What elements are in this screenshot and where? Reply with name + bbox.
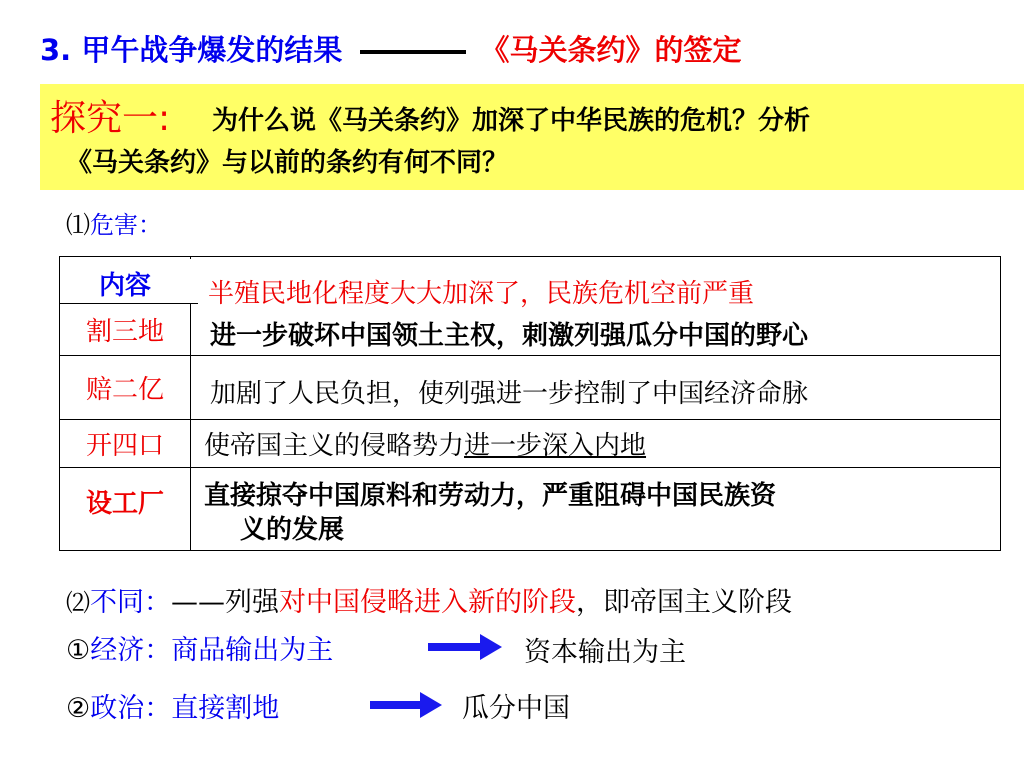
table-row-key: 设工厂: [85, 489, 164, 519]
table-row-value-part: 使帝国主义的侵略势力: [204, 431, 465, 461]
table-row-key: 开四口: [85, 431, 164, 461]
explore-question-line2: 《马关条约》与以前的条约有何不同？: [66, 148, 509, 178]
explore-box: [40, 84, 1024, 190]
table-row-value: [204, 425, 646, 462]
harm-table: [59, 256, 1001, 551]
section1-heading: [66, 205, 162, 240]
section2-text-b: 对中国侵略进入新的阶段: [279, 587, 576, 618]
table-divider: [190, 303, 191, 551]
table-row-key: 割三地: [85, 317, 164, 347]
explore-question-line1: 为什么说《马关条约》加深了中华民族的危机？分析: [212, 106, 811, 136]
section2-line: [66, 580, 792, 619]
economy-label: 经济：: [90, 635, 172, 666]
title-dash: [360, 50, 466, 54]
title-prefix: 3.: [40, 33, 72, 67]
politics-number: ②: [66, 693, 91, 724]
table-overall-result: 半殖民地化程度大大加深了，民族危机空前严重: [208, 279, 755, 309]
section2-text-c: ，即帝国主义阶段: [576, 587, 792, 618]
politics-after: 瓜分中国: [462, 693, 570, 724]
title-treaty: 《马关条约》的签定: [480, 33, 742, 67]
table-row-value-line2: 义的发展: [240, 515, 345, 545]
section1-number: ⑴: [66, 211, 90, 239]
explore-heading: 探究一:: [50, 98, 171, 139]
table-row-value: 加剧了人民负担，使列强进一步控制了中国经济命脉: [210, 379, 809, 409]
table-row-key: 赔二亿: [85, 375, 164, 405]
economy-line: [66, 628, 333, 667]
economy-number: ①: [66, 635, 91, 666]
politics-line: [66, 686, 279, 725]
economy-before: 商品输出为主: [171, 635, 334, 666]
table-row-value-line1: 直接掠夺中国原料和劳动力，严重阻碍中国民族资: [204, 481, 777, 511]
section2-text-a: 列强: [225, 587, 279, 618]
table-header: 内容: [98, 271, 151, 301]
table-row-value-underlined: 进一步深入内地: [464, 431, 647, 461]
title-main: 甲午战争爆发的结果: [81, 33, 343, 67]
section2-number: ⑵: [66, 589, 90, 617]
page-title: [40, 28, 742, 69]
table-row-value: 进一步破坏中国领土主权，刺激列强瓜分中国的野心: [210, 321, 809, 351]
section2-label: 不同：: [90, 587, 171, 618]
section1-label: 危害：: [90, 211, 162, 239]
section2-dash: ——: [171, 587, 225, 618]
economy-arrow-icon: [428, 640, 502, 654]
politics-label: 政治：: [90, 693, 172, 724]
politics-before: 直接割地: [171, 693, 280, 724]
politics-arrow-icon: [370, 698, 442, 712]
economy-after: 资本输出为主: [524, 637, 686, 668]
